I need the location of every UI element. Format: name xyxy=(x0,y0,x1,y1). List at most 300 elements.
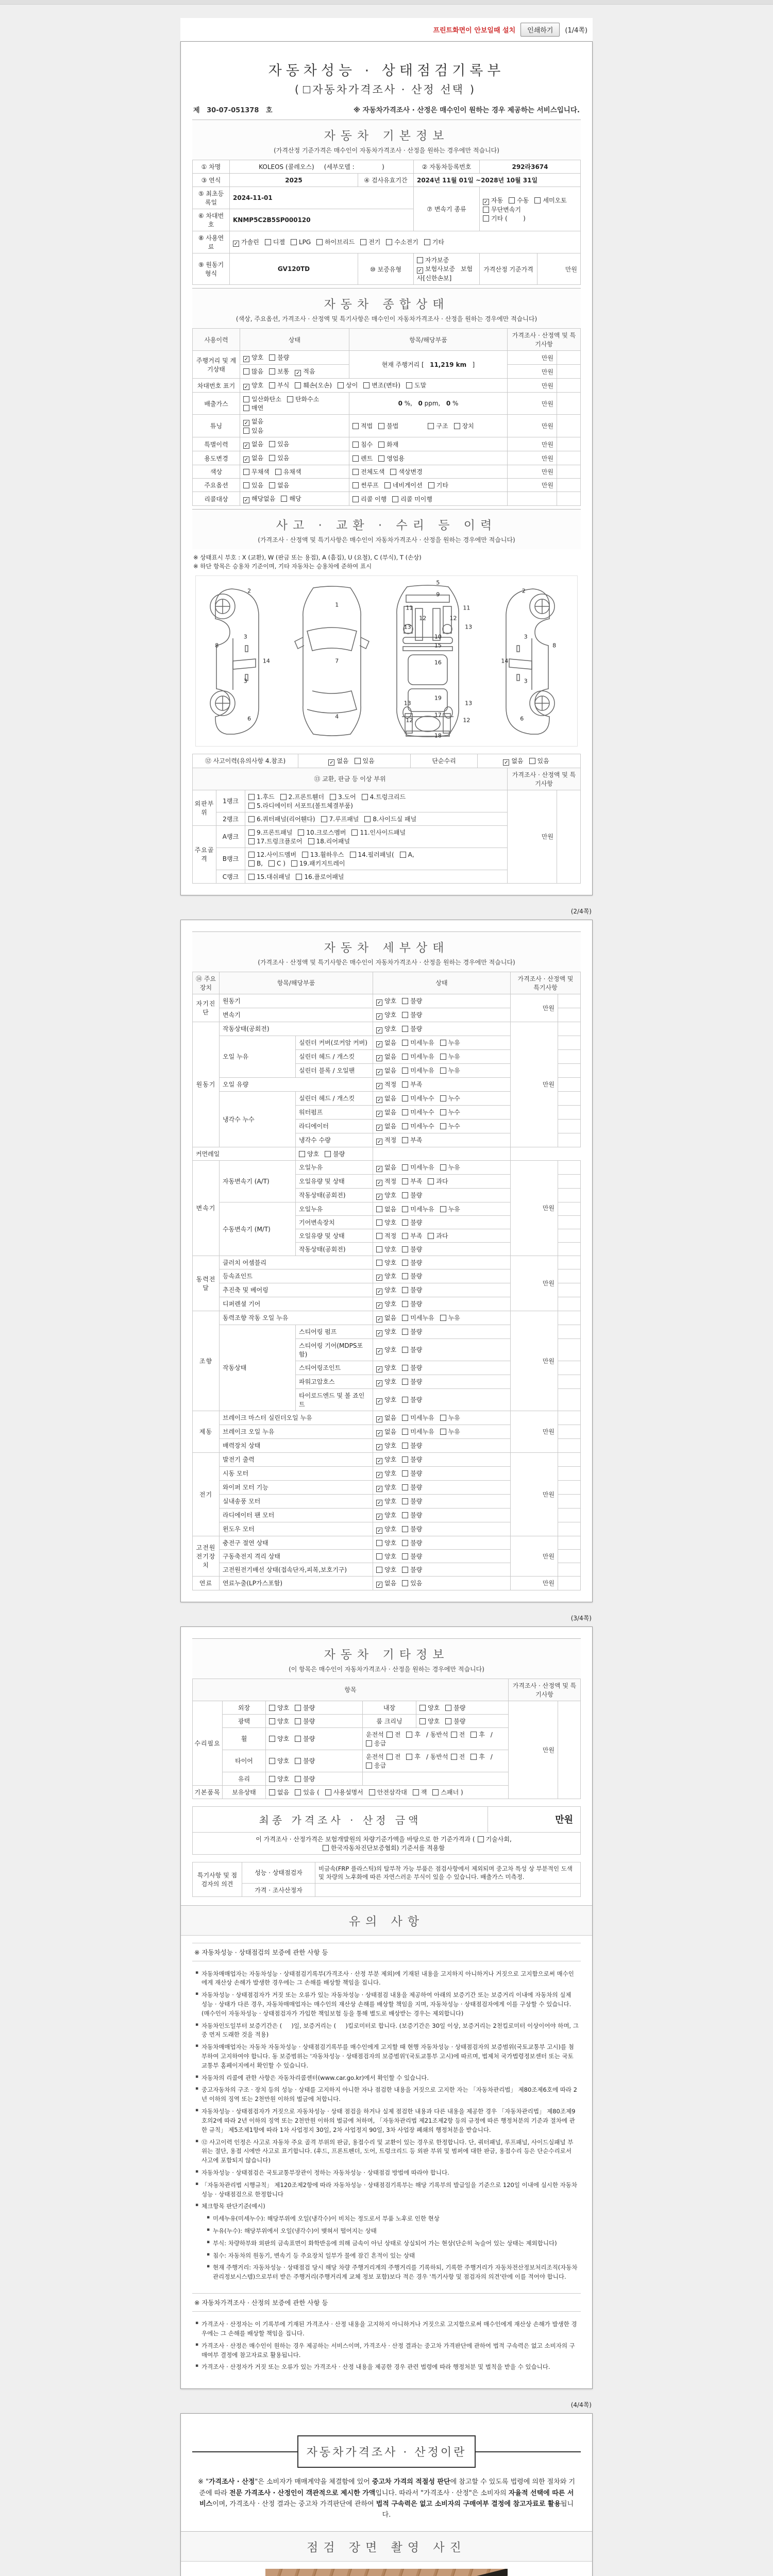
checkbox-icon[interactable] xyxy=(366,1762,372,1769)
table-cell[interactable] xyxy=(373,1077,511,1091)
checkbox-option[interactable] xyxy=(378,440,398,449)
checkbox-icon[interactable] xyxy=(402,1137,408,1143)
checkbox-option[interactable] xyxy=(440,1094,460,1103)
checkbox-checked-icon[interactable]: ✓ xyxy=(233,241,239,247)
checkbox-checked-icon[interactable]: ✓ xyxy=(377,1139,382,1145)
checkbox-option[interactable] xyxy=(413,1788,427,1797)
checkbox-option[interactable] xyxy=(470,1730,485,1739)
table-cell[interactable] xyxy=(373,1466,511,1480)
checkbox-checked-icon[interactable]: ✓ xyxy=(377,1194,382,1200)
checkbox-icon[interactable] xyxy=(355,758,361,764)
table-cell[interactable] xyxy=(245,848,508,870)
table-cell[interactable] xyxy=(266,1750,363,1772)
checkbox-icon[interactable] xyxy=(269,1789,275,1795)
table-cell[interactable] xyxy=(373,1242,511,1256)
checkbox-option[interactable] xyxy=(269,1774,289,1783)
checkbox-icon[interactable] xyxy=(376,1260,382,1266)
checkbox-option[interactable] xyxy=(376,1163,396,1172)
checkbox-icon[interactable] xyxy=(352,496,359,502)
checkbox-option[interactable] xyxy=(440,1038,460,1047)
checkbox-checked-icon[interactable]: ✓ xyxy=(377,1500,382,1506)
checkbox-checked-icon[interactable]: ✓ xyxy=(244,357,249,362)
checkbox-icon[interactable] xyxy=(440,1315,446,1321)
checkbox-option[interactable] xyxy=(364,815,416,823)
table-cell[interactable] xyxy=(266,1772,363,1785)
checkbox-option[interactable] xyxy=(352,454,373,463)
checkbox-option[interactable] xyxy=(376,1024,396,1033)
checkbox-icon[interactable] xyxy=(295,1758,301,1764)
checkbox-icon[interactable] xyxy=(243,469,249,475)
checkbox-option[interactable] xyxy=(366,1761,386,1770)
checkbox-option[interactable] xyxy=(428,1231,448,1240)
checkbox-icon[interactable] xyxy=(402,1012,408,1018)
checkbox-option[interactable] xyxy=(376,1177,396,1186)
table-cell[interactable] xyxy=(373,1388,511,1411)
table-cell[interactable] xyxy=(240,451,349,465)
checkbox-icon[interactable] xyxy=(402,1498,408,1504)
checkbox-icon[interactable] xyxy=(243,482,249,488)
table-cell[interactable] xyxy=(240,379,508,393)
table-cell[interactable] xyxy=(373,1576,511,1590)
checkbox-icon[interactable] xyxy=(402,1512,408,1518)
checkbox-option[interactable] xyxy=(402,1205,434,1213)
checkbox-option[interactable] xyxy=(376,1122,396,1131)
checkbox-option[interactable] xyxy=(243,395,281,403)
checkbox-option[interactable] xyxy=(363,381,400,389)
checkbox-icon[interactable] xyxy=(440,1109,446,1115)
checkbox-option[interactable] xyxy=(376,1285,396,1295)
checkbox-icon[interactable] xyxy=(402,1192,408,1198)
checkbox-checked-icon[interactable]: ✓ xyxy=(377,1582,382,1588)
checkbox-icon[interactable] xyxy=(424,239,430,245)
checkbox-icon[interactable] xyxy=(402,1315,408,1321)
table-cell[interactable] xyxy=(240,465,349,479)
checkbox-icon[interactable] xyxy=(402,998,408,1004)
checkbox-option[interactable] xyxy=(376,1552,396,1561)
checkbox-icon[interactable] xyxy=(419,1705,426,1711)
checkbox-option[interactable] xyxy=(402,1579,422,1587)
checkbox-icon[interactable] xyxy=(478,1836,484,1842)
table-cell[interactable] xyxy=(479,187,580,231)
checkbox-option[interactable] xyxy=(248,801,353,810)
checkbox-icon[interactable] xyxy=(417,257,423,263)
checkbox-option[interactable] xyxy=(400,851,414,858)
checkbox-option[interactable] xyxy=(386,1730,401,1739)
checkbox-icon[interactable] xyxy=(376,1219,382,1226)
install-notice-link[interactable]: 프린트화면이 안보일때 설치 xyxy=(433,27,516,35)
checkbox-checked-icon[interactable]: ✓ xyxy=(377,1430,382,1436)
checkbox-icon[interactable] xyxy=(483,207,489,213)
checkbox-checked-icon[interactable]: ✓ xyxy=(244,443,249,449)
checkbox-option[interactable] xyxy=(454,421,474,430)
table-cell[interactable] xyxy=(230,231,581,253)
checkbox-icon[interactable] xyxy=(402,1260,408,1266)
table-cell[interactable] xyxy=(373,1375,511,1388)
checkbox-option[interactable] xyxy=(428,481,448,489)
checkbox-option[interactable] xyxy=(352,467,384,476)
table-cell[interactable] xyxy=(373,1022,511,1036)
checkbox-option[interactable] xyxy=(402,1245,422,1253)
checkbox-icon[interactable] xyxy=(352,423,359,429)
checkbox-icon[interactable] xyxy=(402,1301,408,1307)
print-button[interactable]: 인쇄하기 xyxy=(520,23,560,37)
checkbox-option[interactable] xyxy=(295,1717,315,1725)
checkbox-icon[interactable] xyxy=(352,482,359,488)
table-cell[interactable] xyxy=(373,1452,511,1466)
table-cell[interactable] xyxy=(373,1036,511,1049)
checkbox-icon[interactable] xyxy=(352,442,359,448)
checkbox-icon[interactable] xyxy=(445,1705,451,1711)
checkbox-checked-icon[interactable]: ✓ xyxy=(377,1316,382,1323)
checkbox-icon[interactable] xyxy=(413,1789,419,1795)
checkbox-option[interactable] xyxy=(243,426,263,435)
checkbox-icon[interactable] xyxy=(269,482,275,488)
checkbox-icon[interactable] xyxy=(402,1246,408,1252)
checkbox-option[interactable] xyxy=(280,792,324,801)
checkbox-icon[interactable] xyxy=(248,816,255,822)
checkbox-checked-icon[interactable]: ✓ xyxy=(377,1472,382,1478)
checkbox-option[interactable] xyxy=(303,81,464,97)
checkbox-option[interactable] xyxy=(376,1524,396,1534)
checkbox-checked-icon[interactable]: ✓ xyxy=(377,1330,382,1336)
checkbox-option[interactable] xyxy=(402,1258,422,1267)
checkbox-option[interactable] xyxy=(295,1703,315,1712)
checkbox-option[interactable] xyxy=(376,1377,396,1386)
checkbox-option[interactable] xyxy=(402,1231,422,1240)
checkbox-option[interactable] xyxy=(376,1094,396,1103)
checkbox-icon[interactable] xyxy=(440,1429,446,1435)
checkbox-checked-icon[interactable]: ✓ xyxy=(377,1289,382,1295)
checkbox-option[interactable] xyxy=(330,792,356,801)
checkbox-icon[interactable] xyxy=(402,1580,408,1586)
table-cell[interactable] xyxy=(373,1105,511,1119)
checkbox-icon[interactable] xyxy=(287,396,293,402)
checkbox-checked-icon[interactable]: ✓ xyxy=(377,1083,382,1089)
checkbox-option[interactable] xyxy=(265,238,285,246)
checkbox-icon[interactable] xyxy=(402,1553,408,1560)
checkbox-icon[interactable] xyxy=(295,1705,301,1711)
checkbox-option[interactable] xyxy=(325,1788,363,1797)
checkbox-option[interactable] xyxy=(376,996,396,1006)
checkbox-checked-icon[interactable]: ✓ xyxy=(377,1055,382,1061)
checkbox-icon[interactable] xyxy=(428,423,434,429)
checkbox-icon[interactable] xyxy=(376,1540,382,1546)
checkbox-icon[interactable] xyxy=(302,852,308,858)
table-cell[interactable] xyxy=(373,1215,511,1229)
checkbox-checked-icon[interactable]: ✓ xyxy=(377,1444,382,1450)
checkbox-option[interactable] xyxy=(376,1345,396,1354)
checkbox-option[interactable] xyxy=(376,1413,396,1422)
checkbox-option[interactable] xyxy=(376,1258,396,1267)
checkbox-icon[interactable] xyxy=(529,758,535,764)
checkbox-option[interactable] xyxy=(287,395,319,403)
checkbox-checked-icon[interactable]: ✓ xyxy=(377,1069,382,1075)
checkbox-icon[interactable] xyxy=(402,1415,408,1421)
checkbox-icon[interactable] xyxy=(402,1178,408,1184)
checkbox-option[interactable] xyxy=(376,1136,396,1145)
checkbox-option[interactable] xyxy=(269,1756,289,1765)
checkbox-option[interactable] xyxy=(248,860,263,867)
checkbox-checked-icon[interactable]: ✓ xyxy=(377,1380,382,1386)
checkbox-icon[interactable] xyxy=(454,423,460,429)
checkbox-icon[interactable] xyxy=(295,1789,301,1795)
checkbox-icon[interactable] xyxy=(402,1040,408,1046)
checkbox-icon[interactable] xyxy=(509,197,515,204)
checkbox-icon[interactable] xyxy=(432,1789,439,1795)
checkbox-checked-icon[interactable]: ✓ xyxy=(377,1097,382,1103)
checkbox-option[interactable] xyxy=(392,495,432,503)
checkbox-option[interactable] xyxy=(281,494,301,503)
checkbox-option[interactable] xyxy=(243,481,263,489)
checkbox-icon[interactable] xyxy=(392,496,398,502)
table-cell[interactable] xyxy=(193,1832,581,1854)
checkbox-option[interactable] xyxy=(376,1511,396,1520)
checkbox-icon[interactable] xyxy=(402,1379,408,1385)
checkbox-option[interactable] xyxy=(352,481,379,489)
checkbox-icon[interactable] xyxy=(402,1567,408,1573)
checkbox-icon[interactable] xyxy=(402,1067,408,1074)
checkbox-option[interactable] xyxy=(269,453,289,462)
checkbox-icon[interactable] xyxy=(248,874,255,880)
checkbox-icon[interactable] xyxy=(402,1540,408,1546)
checkbox-option[interactable] xyxy=(275,467,301,476)
checkbox-option[interactable] xyxy=(376,1205,396,1213)
checkbox-icon[interactable] xyxy=(402,1095,408,1101)
checkbox-option[interactable] xyxy=(376,1231,396,1240)
checkbox-option[interactable] xyxy=(534,196,566,205)
table-cell[interactable] xyxy=(240,492,349,506)
checkbox-checked-icon[interactable]: ✓ xyxy=(244,420,249,426)
checkbox-option[interactable] xyxy=(243,417,263,426)
checkbox-option[interactable] xyxy=(360,238,380,246)
checkbox-option[interactable] xyxy=(243,453,263,463)
checkbox-icon[interactable] xyxy=(298,829,304,836)
table-cell[interactable] xyxy=(373,1297,511,1311)
table-cell[interactable] xyxy=(373,1160,511,1174)
checkbox-option[interactable] xyxy=(406,1730,421,1739)
checkbox-icon[interactable] xyxy=(351,829,358,836)
checkbox-icon[interactable] xyxy=(243,405,249,411)
checkbox-icon[interactable] xyxy=(323,1845,329,1851)
table-cell[interactable] xyxy=(296,1147,373,1160)
checkbox-icon[interactable] xyxy=(402,1347,408,1353)
checkbox-icon[interactable] xyxy=(366,1740,372,1747)
checkbox-option[interactable] xyxy=(406,381,426,389)
checkbox-option[interactable] xyxy=(419,1703,440,1712)
checkbox-checked-icon[interactable]: ✓ xyxy=(377,1125,382,1131)
checkbox-icon[interactable] xyxy=(269,455,275,461)
checkbox-option[interactable] xyxy=(376,1565,396,1574)
checkbox-option[interactable] xyxy=(417,264,455,274)
checkbox-option[interactable] xyxy=(295,367,315,376)
checkbox-icon[interactable] xyxy=(269,354,275,361)
checkbox-icon[interactable] xyxy=(378,442,384,448)
checkbox-icon[interactable] xyxy=(402,1164,408,1171)
checkbox-option[interactable] xyxy=(302,850,344,859)
checkbox-checked-icon[interactable]: ✓ xyxy=(377,999,382,1006)
checkbox-checked-icon[interactable]: ✓ xyxy=(377,1275,382,1281)
table-cell[interactable] xyxy=(373,1325,511,1338)
checkbox-option[interactable] xyxy=(402,1427,434,1436)
checkbox-option[interactable] xyxy=(269,353,289,362)
checkbox-checked-icon[interactable]: ✓ xyxy=(377,1458,382,1464)
checkbox-icon[interactable] xyxy=(402,1219,408,1226)
checkbox-icon[interactable] xyxy=(384,482,391,488)
checkbox-option[interactable] xyxy=(376,1245,396,1253)
checkbox-icon[interactable] xyxy=(269,368,275,375)
checkbox-option[interactable] xyxy=(376,1441,396,1450)
checkbox-icon[interactable] xyxy=(402,1470,408,1477)
checkbox-checked-icon[interactable]: ✓ xyxy=(377,1180,382,1186)
table-cell[interactable] xyxy=(373,1119,511,1133)
checkbox-option[interactable] xyxy=(402,1108,434,1116)
table-cell[interactable] xyxy=(363,1727,509,1750)
checkbox-option[interactable] xyxy=(248,872,290,881)
checkbox-option[interactable] xyxy=(323,1843,445,1852)
checkbox-icon[interactable] xyxy=(364,816,371,822)
table-cell[interactable] xyxy=(240,393,349,415)
checkbox-option[interactable] xyxy=(321,815,359,823)
checkbox-option[interactable] xyxy=(402,1080,422,1089)
checkbox-option[interactable] xyxy=(402,1066,434,1075)
checkbox-checked-icon[interactable]: ✓ xyxy=(377,1013,382,1020)
checkbox-icon[interactable] xyxy=(440,1206,446,1212)
checkbox-icon[interactable] xyxy=(406,382,412,388)
checkbox-icon[interactable] xyxy=(248,838,255,844)
checkbox-option[interactable] xyxy=(248,792,275,801)
checkbox-icon[interactable] xyxy=(295,382,301,388)
checkbox-icon[interactable] xyxy=(451,1754,457,1760)
checkbox-icon[interactable] xyxy=(402,1054,408,1060)
table-cell[interactable] xyxy=(373,1063,511,1077)
checkbox-option[interactable] xyxy=(470,1752,485,1761)
checkbox-icon[interactable] xyxy=(243,428,249,434)
checkbox-option[interactable] xyxy=(376,1066,396,1075)
checkbox-option[interactable] xyxy=(376,1483,396,1492)
checkbox-option[interactable] xyxy=(440,1163,460,1172)
table-cell[interactable] xyxy=(373,1008,511,1022)
table-cell[interactable] xyxy=(373,1425,511,1438)
checkbox-checked-icon[interactable]: ✓ xyxy=(377,1366,382,1372)
checkbox-option[interactable] xyxy=(376,1191,396,1200)
table-cell[interactable] xyxy=(266,1701,363,1714)
checkbox-option[interactable] xyxy=(291,239,311,246)
checkbox-option[interactable] xyxy=(269,1703,289,1712)
checkbox-icon[interactable] xyxy=(369,1789,375,1795)
table-cell[interactable] xyxy=(373,1438,511,1452)
checkbox-icon[interactable] xyxy=(248,794,255,800)
checkbox-icon[interactable] xyxy=(402,1365,408,1371)
checkbox-option[interactable] xyxy=(269,1788,289,1797)
checkbox-icon[interactable] xyxy=(363,382,369,388)
checkbox-option[interactable] xyxy=(440,1205,460,1213)
checkbox-option[interactable] xyxy=(402,1272,422,1280)
checkbox-icon[interactable] xyxy=(386,239,392,245)
checkbox-icon[interactable] xyxy=(243,368,249,375)
checkbox-icon[interactable] xyxy=(376,1233,382,1239)
checkbox-icon[interactable] xyxy=(295,1718,301,1724)
checkbox-option[interactable] xyxy=(402,1094,434,1103)
checkbox-option[interactable] xyxy=(376,1469,396,1478)
checkbox-option[interactable] xyxy=(402,1177,422,1185)
checkbox-icon[interactable] xyxy=(269,1758,275,1764)
checkbox-option[interactable] xyxy=(402,1163,434,1172)
checkbox-option[interactable] xyxy=(269,439,289,448)
checkbox-icon[interactable] xyxy=(440,1415,446,1421)
checkbox-icon[interactable] xyxy=(303,86,310,93)
checkbox-option[interactable] xyxy=(440,1313,460,1322)
checkbox-icon[interactable] xyxy=(402,1329,408,1335)
checkbox-icon[interactable] xyxy=(360,239,366,245)
checkbox-option[interactable] xyxy=(402,1483,422,1492)
checkbox-option[interactable] xyxy=(402,996,422,1005)
checkbox-checked-icon[interactable]: ✓ xyxy=(417,268,423,274)
checkbox-option[interactable] xyxy=(483,205,521,214)
checkbox-option[interactable] xyxy=(428,1177,448,1185)
checkbox-option[interactable] xyxy=(402,1136,422,1144)
table-cell[interactable] xyxy=(373,1283,511,1297)
checkbox-icon[interactable] xyxy=(376,1246,382,1252)
checkbox-icon[interactable] xyxy=(378,423,384,429)
checkbox-icon[interactable] xyxy=(268,860,275,867)
checkbox-option[interactable] xyxy=(402,1497,422,1505)
checkbox-option[interactable] xyxy=(402,1218,422,1227)
checkbox-option[interactable] xyxy=(376,1010,396,1020)
checkbox-icon[interactable] xyxy=(291,860,297,867)
checkbox-option[interactable] xyxy=(445,1717,465,1725)
checkbox-option[interactable] xyxy=(296,872,344,881)
checkbox-icon[interactable] xyxy=(428,1178,434,1184)
table-cell[interactable] xyxy=(266,1727,363,1750)
checkbox-icon[interactable] xyxy=(269,441,275,447)
table-cell[interactable] xyxy=(373,1338,511,1361)
checkbox-option[interactable] xyxy=(428,421,448,430)
checkbox-icon[interactable] xyxy=(402,1123,408,1129)
table-cell[interactable] xyxy=(266,1714,363,1727)
checkbox-option[interactable] xyxy=(376,1395,396,1404)
checkbox-icon[interactable] xyxy=(376,1567,382,1573)
checkbox-checked-icon[interactable]: ✓ xyxy=(244,457,249,463)
checkbox-checked-icon[interactable]: ✓ xyxy=(296,370,300,376)
table-cell[interactable] xyxy=(373,1174,511,1188)
table-cell[interactable] xyxy=(373,1188,511,1202)
checkbox-icon[interactable] xyxy=(440,1095,446,1101)
checkbox-icon[interactable] xyxy=(419,1718,426,1724)
checkbox-option[interactable] xyxy=(328,756,348,766)
checkbox-icon[interactable] xyxy=(402,1443,408,1449)
checkbox-checked-icon[interactable]: ✓ xyxy=(244,384,249,390)
table-cell[interactable] xyxy=(240,351,349,365)
checkbox-option[interactable] xyxy=(402,1191,422,1199)
checkbox-icon[interactable] xyxy=(248,860,255,867)
checkbox-icon[interactable] xyxy=(248,829,255,836)
checkbox-option[interactable] xyxy=(451,1752,465,1761)
table-cell[interactable] xyxy=(373,1049,511,1063)
checkbox-option[interactable] xyxy=(269,367,289,376)
checkbox-icon[interactable] xyxy=(440,1067,446,1074)
checkbox-option[interactable] xyxy=(483,214,526,223)
checkbox-option[interactable] xyxy=(378,454,405,463)
table-cell[interactable] xyxy=(240,415,349,437)
checkbox-icon[interactable] xyxy=(386,1754,393,1760)
checkbox-option[interactable] xyxy=(376,1313,396,1323)
checkbox-option[interactable] xyxy=(325,1149,345,1158)
checkbox-option[interactable] xyxy=(269,1734,289,1743)
table-cell[interactable] xyxy=(478,754,581,768)
checkbox-icon[interactable] xyxy=(275,469,281,475)
checkbox-option[interactable] xyxy=(376,1218,396,1227)
checkbox-option[interactable] xyxy=(299,1149,319,1158)
